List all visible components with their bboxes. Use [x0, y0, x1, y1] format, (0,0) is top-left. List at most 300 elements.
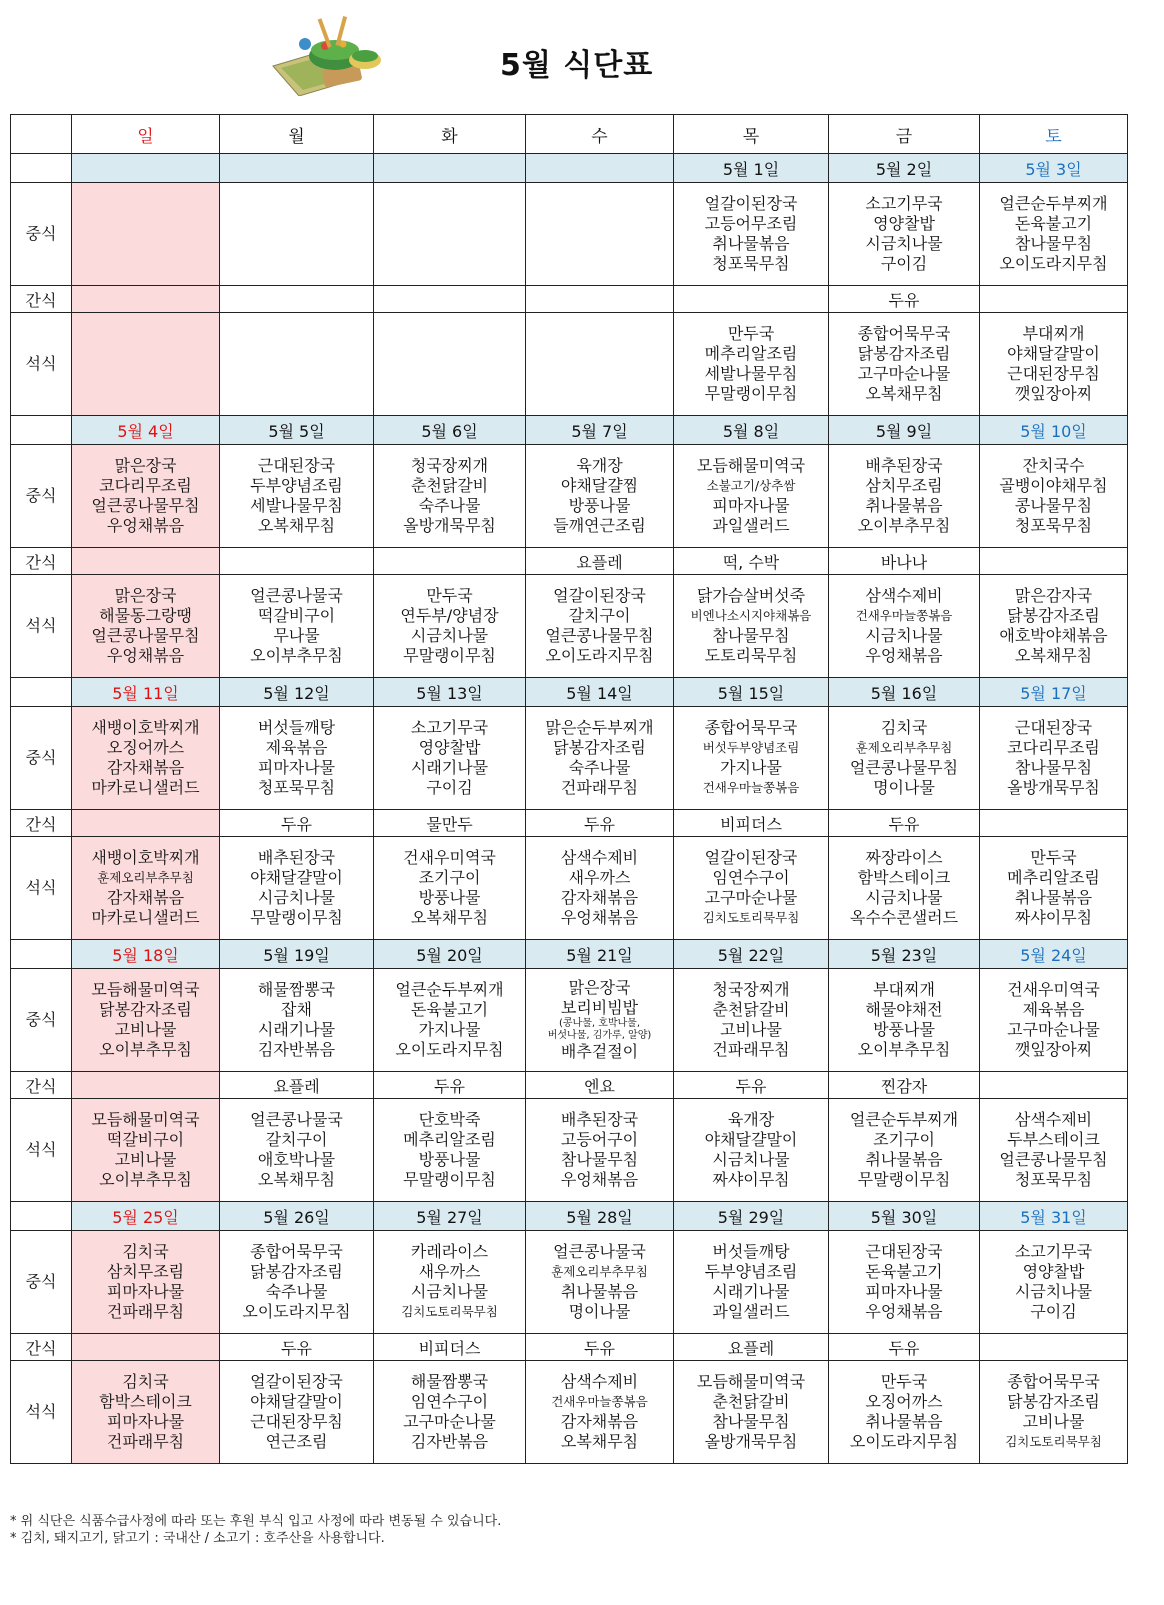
menu-item: 얼큰콩나물무침	[999, 1150, 1108, 1169]
menu-item: 제육볶음	[1022, 1000, 1085, 1019]
menu-item: 갈치구이	[265, 1130, 328, 1149]
lunch-cell	[220, 1231, 374, 1334]
dinner-cell	[374, 837, 526, 940]
menu-item: 근대된장국	[257, 456, 336, 475]
dinner-row	[11, 1361, 1128, 1464]
menu-item: 콩나물무침	[1014, 496, 1093, 515]
lunch-cell	[374, 707, 526, 810]
menu-item: 메추리알조림	[704, 344, 798, 363]
dinner-cell	[220, 575, 374, 678]
menu-item: 김치도토리묵무침	[1005, 1434, 1102, 1449]
menu-item: 새우까스	[418, 1262, 481, 1281]
snack-cell	[674, 286, 829, 313]
lunch-cell	[674, 1231, 829, 1334]
lunch-cell	[220, 969, 374, 1072]
lunch-cell	[220, 183, 374, 286]
menu-item: 건파래무침	[712, 1040, 790, 1059]
date-cell: 5월 27일	[374, 1202, 526, 1231]
date-cell	[220, 154, 374, 183]
menu-item: 임연수구이	[410, 1392, 489, 1411]
snack-cell	[374, 548, 526, 575]
menu-item: 건파래무침	[560, 778, 639, 797]
menu-item: 건새우마늘쫑볶음	[702, 780, 800, 795]
menu-item: 얼큰콩나물무침	[91, 626, 200, 645]
menu-item: 무나물	[273, 626, 320, 645]
date-cell: 5월 9일	[829, 416, 980, 445]
date-cell: 5월 3일	[980, 154, 1128, 183]
menu-item: 훈제오리부추무침	[855, 740, 953, 755]
menu-item: 오이부추무침	[99, 1040, 192, 1059]
menu-item: 얼큰순두부찌개	[849, 1110, 959, 1129]
menu-item: 시금치나물	[410, 626, 489, 645]
menu-item: 숙주나물	[568, 758, 631, 777]
menu-item: 고구마순나물	[857, 364, 951, 383]
menu-item: 종합어묵무국	[857, 324, 951, 343]
day-header-fri: 금	[829, 115, 980, 154]
dinner-cell	[980, 1361, 1128, 1464]
menu-item: 해물야채전	[865, 1000, 943, 1019]
dinner-cell	[220, 1099, 374, 1202]
menu-item: 오이부추무침	[99, 1170, 192, 1189]
menu-item: 우엉채볶음	[560, 1170, 639, 1189]
snack-cell	[980, 810, 1128, 837]
menu-item: 연근조림	[265, 1432, 328, 1451]
lunch-cell	[374, 969, 526, 1072]
menu-item: 고구마순나물	[403, 1412, 496, 1431]
dinner-cell	[980, 1099, 1128, 1202]
menu-item: 얼갈이된장국	[250, 1372, 343, 1391]
date-cell: 5월 31일	[980, 1202, 1128, 1231]
menu-item: 잡채	[281, 1000, 312, 1019]
menu-item: 배추겉절이	[560, 1042, 639, 1061]
menu-item: 고등어무조림	[704, 214, 798, 233]
date-cell: 5월 21일	[526, 940, 674, 969]
menu-item: 버섯들깨탕	[712, 1242, 790, 1261]
menu-item: 삼치무조림	[865, 476, 943, 495]
snack-cell: 두유	[674, 1072, 829, 1099]
snack-cell	[980, 1072, 1128, 1099]
lunch-cell	[980, 707, 1128, 810]
menu-item: 야채달걀말이	[1007, 344, 1100, 363]
dinner-cell	[526, 1361, 674, 1464]
snack-cell	[980, 1334, 1128, 1361]
menu-item: 옥수수콘샐러드	[849, 908, 959, 927]
menu-item: 피마자나물	[865, 1282, 943, 1301]
lunch-cell	[220, 707, 374, 810]
lunch-cell	[72, 1231, 220, 1334]
snack-row	[11, 286, 1128, 313]
menu-item: 김치도토리묵무침	[702, 910, 800, 925]
lunch-cell	[72, 707, 220, 810]
lunch-cell	[374, 445, 526, 548]
snack-cell: 두유	[526, 810, 674, 837]
menu-item: 코다리무조림	[99, 476, 192, 495]
menu-item: 올방개묵무침	[1007, 778, 1100, 797]
menu-item: 갈치구이	[568, 606, 631, 625]
page-header	[0, 0, 1164, 110]
lunch-cell	[980, 445, 1128, 548]
date-cell	[72, 154, 220, 183]
dinner-cell	[829, 313, 980, 416]
lunch-cell	[980, 1231, 1128, 1334]
dinner-cell	[374, 313, 526, 416]
menu-item: 오이도라지무침	[849, 1432, 959, 1451]
date-cell: 5월 17일	[980, 678, 1128, 707]
menu-item: 얼갈이된장국	[553, 586, 646, 605]
snack-cell: 두유	[829, 1334, 980, 1361]
date-cell: 5월 6일	[374, 416, 526, 445]
menu-item: 함박스테이크	[857, 868, 951, 887]
menu-item: 방풍나물	[418, 888, 481, 907]
menu-item: 참나물무침	[560, 1150, 639, 1169]
menu-item: 영양찰밥	[873, 214, 935, 233]
menu-item: 고구마순나물	[704, 888, 798, 907]
snack-cell: 떡, 수박	[674, 548, 829, 575]
menu-item: 두부스테이크	[1007, 1130, 1100, 1149]
menu-item: 김치국	[122, 1372, 169, 1391]
day-header-thu: 목	[674, 115, 829, 154]
menu-item: 삼색수제비	[560, 848, 639, 867]
menu-item: 배추된장국	[257, 848, 336, 867]
menu-item: 만두국	[880, 1372, 928, 1391]
menu-item: 모듬해물미역국	[696, 1372, 806, 1391]
menu-item: 취나물볶음	[865, 1412, 943, 1431]
date-cell: 5월 18일	[72, 940, 220, 969]
menu-item: 오징어까스	[865, 1392, 943, 1411]
snack-row	[11, 810, 1128, 837]
menu-item: 청포묵무침	[1014, 1170, 1093, 1189]
menu-item: 명이나물	[568, 1302, 631, 1321]
day-header-tue: 화	[374, 115, 526, 154]
snack-cell: 요플레	[526, 548, 674, 575]
menu-item: 해물짬뽕국	[410, 1372, 489, 1391]
date-cell: 5월 7일	[526, 416, 674, 445]
menu-item: 닭봉감자조림	[857, 344, 951, 363]
menu-item: 참나물무침	[1014, 758, 1093, 777]
snack-cell	[72, 810, 220, 837]
date-row	[11, 678, 1128, 707]
menu-item: 우엉채볶음	[865, 646, 943, 665]
menu-item: 보리비빔밥	[560, 998, 639, 1017]
dinner-row	[11, 575, 1128, 678]
menu-item: 모듬해물미역국	[91, 980, 200, 999]
snack-row	[11, 1072, 1128, 1099]
dinner-cell	[220, 1361, 374, 1464]
menu-item: 해물짬뽕국	[257, 980, 336, 999]
snack-cell: 바나나	[829, 548, 980, 575]
menu-item: 오징어까스	[106, 738, 185, 757]
menu-item: 조기구이	[418, 868, 481, 887]
lunch-cell	[980, 969, 1128, 1072]
lunch-cell	[829, 445, 980, 548]
dinner-cell	[674, 1361, 829, 1464]
date-row-label	[11, 678, 72, 707]
menu-item: 임연수구이	[712, 868, 790, 887]
dinner-row	[11, 313, 1128, 416]
menu-item: 두부양념조림	[704, 1262, 798, 1281]
menu-item: 방풍나물	[418, 1150, 481, 1169]
menu-item: 삼색수제비	[865, 586, 943, 605]
date-row-label	[11, 416, 72, 445]
menu-item: 새우까스	[568, 868, 631, 887]
date-row	[11, 154, 1128, 183]
menu-item: 두부양념조림	[250, 476, 343, 495]
menu-item: 취나물볶음	[865, 1150, 943, 1169]
menu-item: 시금치나물	[865, 626, 943, 645]
menu-item: 들깨연근조림	[553, 516, 646, 535]
date-cell: 5월 11일	[72, 678, 220, 707]
snack-cell	[72, 286, 220, 313]
menu-item: 오이부추무침	[857, 516, 951, 535]
menu-item: 올방개묵무침	[704, 1432, 798, 1451]
menu-item: 얼큰콩나물국	[250, 586, 343, 605]
menu-item: 무말랭이무침	[250, 908, 343, 927]
menu-item: 참나물무침	[712, 626, 790, 645]
menu-item: 닭봉감자조림	[553, 738, 646, 757]
lunch-cell	[526, 707, 674, 810]
menu-item: 우엉채볶음	[560, 908, 639, 927]
date-cell: 5월 23일	[829, 940, 980, 969]
menu-item: 청포묵무침	[1014, 516, 1093, 535]
dinner-cell	[220, 837, 374, 940]
date-cell	[374, 154, 526, 183]
menu-item: 숙주나물	[418, 496, 481, 515]
menu-item: 버섯들깨탕	[257, 718, 336, 737]
menu-item: 피마자나물	[712, 496, 790, 515]
date-cell: 5월 24일	[980, 940, 1128, 969]
menu-item: 제육볶음	[265, 738, 328, 757]
menu-item: 영양찰밥	[1022, 1262, 1085, 1281]
menu-item: 닭봉감자조림	[1007, 1392, 1100, 1411]
date-cell: 5월 16일	[829, 678, 980, 707]
dinner-cell	[829, 1361, 980, 1464]
menu-item: 고등어구이	[560, 1130, 639, 1149]
date-cell: 5월 22일	[674, 940, 829, 969]
snack-cell	[72, 548, 220, 575]
menu-item: 건파래무침	[106, 1432, 185, 1451]
menu-item: 소고기무국	[865, 194, 943, 213]
menu-item: 올방개묵무침	[403, 516, 496, 535]
snack-cell: 두유	[829, 286, 980, 313]
dinner-cell	[829, 837, 980, 940]
menu-item: 참나물무침	[712, 1412, 790, 1431]
menu-item: 도토리묵무침	[704, 646, 798, 665]
menu-item: 얼큰순두부찌개	[999, 194, 1108, 213]
menu-item: 얼큰콩나물무침	[545, 626, 654, 645]
menu-item: 깻잎장아찌	[1014, 384, 1093, 403]
snack-cell: 두유	[829, 810, 980, 837]
menu-item: 우엉채볶음	[865, 1302, 943, 1321]
menu-item: 버섯두부양념조림	[702, 740, 800, 755]
menu-item: 시금치나물	[712, 1150, 790, 1169]
menu-item: 육개장	[576, 456, 623, 475]
dinner-cell	[72, 1361, 220, 1464]
menu-item: 오복채무침	[410, 908, 489, 927]
menu-item: 취나물볶음	[712, 234, 790, 253]
snack-cell: 요플레	[220, 1072, 374, 1099]
dinner-label: 석식	[11, 1099, 72, 1202]
lunch-cell	[72, 183, 220, 286]
date-cell: 5월 30일	[829, 1202, 980, 1231]
snack-cell: 두유	[526, 1334, 674, 1361]
menu-item: 연두부/양념장	[400, 606, 499, 625]
menu-item: 만두국	[426, 586, 473, 605]
menu-item: 얼큰콩나물국	[250, 1110, 343, 1129]
date-row-label	[11, 154, 72, 183]
menu-item: 취나물볶음	[1014, 888, 1093, 907]
snack-cell: 비피더스	[374, 1334, 526, 1361]
menu-item: 훈제오리부추무침	[551, 1264, 648, 1279]
menu-item: 김자반볶음	[410, 1432, 489, 1451]
menu-item: 참나물무침	[1014, 234, 1093, 253]
snack-cell	[526, 286, 674, 313]
menu-item: 삼치무조림	[106, 1262, 185, 1281]
menu-item: 애호박야채볶음	[999, 626, 1108, 645]
dinner-label: 석식	[11, 313, 72, 416]
menu-item: 떡갈비구이	[106, 1130, 185, 1149]
snack-cell: 엔요	[526, 1072, 674, 1099]
menu-item: 야채달걀찜	[560, 476, 639, 495]
menu-item: 골뱅이야채무침	[999, 476, 1108, 495]
date-row-label	[11, 1202, 72, 1231]
dinner-cell	[980, 313, 1128, 416]
menu-item: 구이김	[426, 778, 473, 797]
lunch-cell	[220, 445, 374, 548]
snack-label: 간식	[11, 1334, 72, 1361]
menu-item: 닭봉감자조림	[99, 1000, 192, 1019]
menu-item: 만두국	[727, 324, 775, 343]
menu-item: 마카로니샐러드	[91, 778, 200, 797]
menu-item: 함박스테이크	[99, 1392, 192, 1411]
menu-item: 마카로니샐러드	[91, 908, 200, 927]
menu-item: 육개장	[727, 1110, 775, 1129]
snack-label: 간식	[11, 548, 72, 575]
menu-item: 맑은순두부찌개	[545, 718, 654, 737]
menu-item: 야채달걀말이	[250, 1392, 343, 1411]
dinner-cell	[674, 313, 829, 416]
menu-item: 깻잎장아찌	[1014, 1040, 1093, 1059]
menu-item: 시래기나물	[712, 1282, 790, 1301]
menu-item: 배추된장국	[865, 456, 943, 475]
date-cell: 5월 10일	[980, 416, 1128, 445]
menu-item: 얼큰순두부찌개	[395, 980, 504, 999]
menu-item: 건새우마늘쫑볶음	[855, 608, 953, 623]
dinner-cell	[526, 313, 674, 416]
menu-item: 우엉채볶음	[106, 516, 185, 535]
snack-cell: 물만두	[374, 810, 526, 837]
menu-item: 김치도토리묵무침	[401, 1304, 498, 1319]
lunch-label: 중식	[11, 707, 72, 810]
page-title: 5월 식단표	[500, 48, 654, 83]
snack-label: 간식	[11, 1072, 72, 1099]
menu-item: 메추리알조림	[403, 1130, 496, 1149]
menu-item: 맑은장국	[114, 586, 177, 605]
dinner-cell	[526, 575, 674, 678]
dinner-cell	[526, 1099, 674, 1202]
menu-item: 오복채무침	[257, 516, 336, 535]
menu-item: 명이나물	[873, 778, 935, 797]
menu-item: 세발나물무침	[704, 364, 798, 383]
menu-item: 훈제오리부추무침	[97, 870, 194, 885]
menu-item: 피마자나물	[106, 1282, 185, 1301]
date-cell: 5월 4일	[72, 416, 220, 445]
menu-item: 맑은장국	[568, 978, 631, 997]
menu-item: 버섯나물, 김가루, 알양)	[547, 1030, 652, 1041]
menu-item: 시래기나물	[257, 1020, 336, 1039]
day-header-sun: 일	[72, 115, 220, 154]
menu-item: 조기구이	[873, 1130, 935, 1149]
date-cell: 5월 25일	[72, 1202, 220, 1231]
menu-item: 잔치국수	[1022, 456, 1085, 475]
menu-item: 오복채무침	[257, 1170, 336, 1189]
day-header-sat: 토	[980, 115, 1128, 154]
menu-item: 얼갈이된장국	[704, 848, 798, 867]
day-header-mon: 월	[220, 115, 374, 154]
footnote: * 위 식단은 식품수급사정에 따라 또는 후원 부식 입고 사정에 따라 변동될 수 있습니다.	[10, 1514, 502, 1529]
menu-item: 닭봉감자조림	[1007, 606, 1100, 625]
menu-item: 새뱅이호박찌개	[91, 718, 200, 737]
lunch-cell	[72, 445, 220, 548]
menu-item: 얼큰콩나물무침	[91, 496, 200, 515]
snack-cell: 두유	[374, 1072, 526, 1099]
menu-item: 부대찌개	[873, 980, 935, 999]
date-cell: 5월 14일	[526, 678, 674, 707]
lunch-cell	[674, 183, 829, 286]
lunch-row	[11, 183, 1128, 286]
dinner-cell	[374, 575, 526, 678]
menu-body	[11, 154, 1128, 1464]
menu-item: 맑은감자국	[1014, 586, 1093, 605]
snack-row	[11, 1334, 1128, 1361]
menu-item: 소불고기/상추쌈	[706, 478, 796, 493]
dinner-cell	[72, 313, 220, 416]
menu-item: 해물동그랑땡	[99, 606, 192, 625]
dinner-cell	[526, 837, 674, 940]
dinner-cell	[374, 1361, 526, 1464]
date-cell: 5월 15일	[674, 678, 829, 707]
menu-item: 무말랭이무침	[403, 646, 496, 665]
menu-item: 춘천닭갈비	[712, 1000, 790, 1019]
menu-item: 야채달걀말이	[704, 1130, 798, 1149]
lunch-label: 중식	[11, 183, 72, 286]
menu-item: 무말랭이무침	[704, 384, 798, 403]
menu-item: 돈육불고기	[410, 1000, 489, 1019]
menu-item: 야채달걀말이	[250, 868, 343, 887]
date-row	[11, 940, 1128, 969]
menu-item: 소고기무국	[1014, 1242, 1093, 1261]
snack-cell	[220, 286, 374, 313]
menu-item: 감자채볶음	[560, 1412, 639, 1431]
menu-item: 오이도라지무침	[999, 254, 1108, 273]
menu-item: 시래기나물	[410, 758, 489, 777]
footnotes	[10, 1513, 501, 1547]
snack-cell: 요플레	[674, 1334, 829, 1361]
dinner-label: 석식	[11, 837, 72, 940]
snack-cell	[72, 1334, 220, 1361]
menu-item: 돈육불고기	[865, 1262, 943, 1281]
date-cell: 5월 20일	[374, 940, 526, 969]
snack-cell	[980, 548, 1128, 575]
menu-item: 춘천닭갈비	[712, 1392, 790, 1411]
menu-item: 오이도라지무침	[395, 1040, 504, 1059]
snack-cell: 두유	[220, 1334, 374, 1361]
menu-item: 청국장찌개	[712, 980, 790, 999]
snack-cell	[980, 286, 1128, 313]
menu-item: 오이도라지무침	[242, 1302, 351, 1321]
date-cell: 5월 28일	[526, 1202, 674, 1231]
menu-item: 구이김	[880, 254, 928, 273]
menu-item: 닭가슴살버섯죽	[696, 586, 806, 605]
